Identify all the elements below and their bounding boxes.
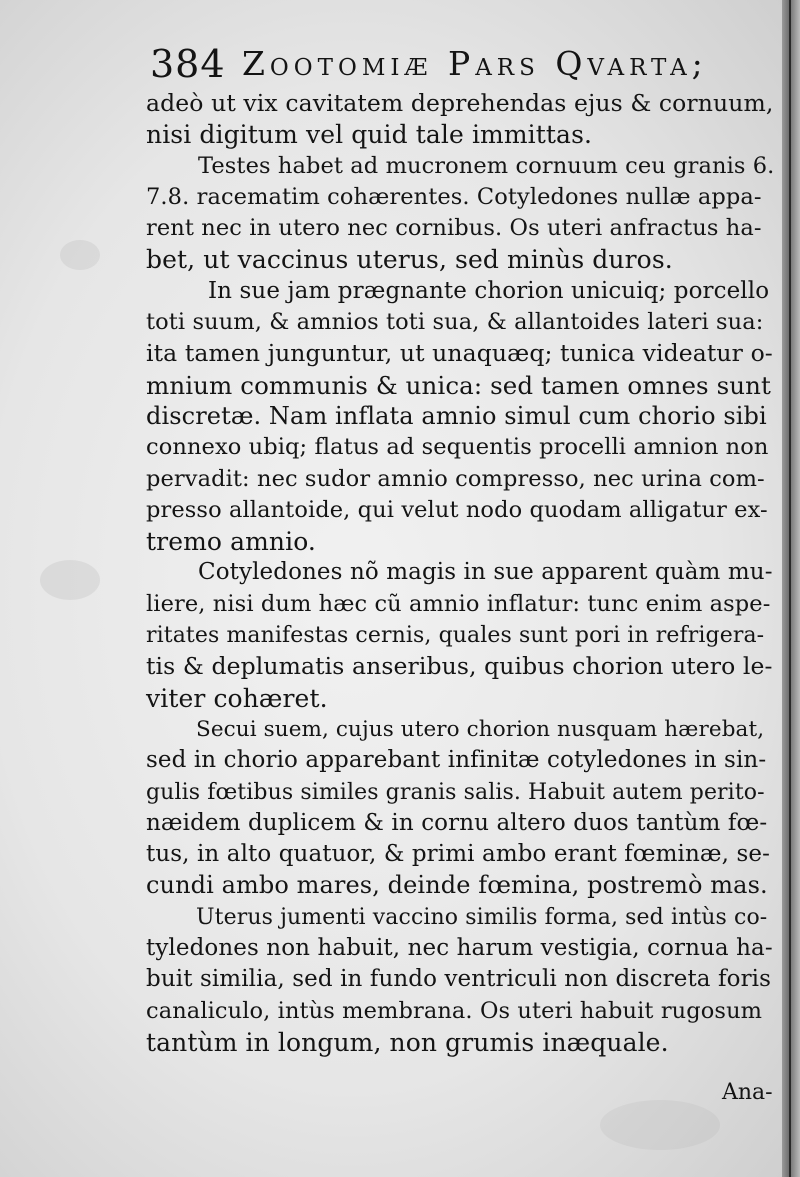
text-line: ritates manifestas cernis, quales sunt pori in refrigera- bbox=[146, 623, 765, 649]
text-line: discretæ. Nam inflata amnio simul cum chorio sibi bbox=[146, 401, 767, 430]
paragraph-start-line: Uterus jumenti vaccino similis forma, sed intùs co- bbox=[196, 904, 768, 930]
paper-stain bbox=[40, 560, 100, 600]
body-text bbox=[146, 88, 774, 1058]
text-line: liere, nisi dum hæc cũ amnio inflatur: tunc enim aspe- bbox=[146, 590, 771, 617]
text-line: nisi digitum vel quid tale immittas. bbox=[146, 120, 593, 150]
text-line: rent nec in utero nec cornibus. Os uteri anfractus ha- bbox=[146, 215, 762, 242]
paragraph-start-line: Cotyledones nõ magis in sue apparent quàm mu- bbox=[198, 559, 773, 586]
text-line: 7.8. racematim cohærentes. Cotyledones nullæ appa- bbox=[146, 183, 762, 210]
paragraph-start-line: In sue jam prægnante chorion unicuiq; porcello bbox=[208, 277, 770, 304]
text-line: viter cohæret. bbox=[146, 683, 328, 713]
paper-stain bbox=[600, 1100, 720, 1150]
text-line: sed in chorio apparebant infinitæ cotyledones in sin- bbox=[146, 747, 767, 774]
text-line: næidem duplicem & in cornu altero duos tantùm fœ- bbox=[146, 809, 768, 836]
text-line: tus, in alto quatuor, & primi ambo erant fœminæ, se- bbox=[146, 841, 770, 868]
paper-stain bbox=[60, 240, 100, 270]
text-line: tyledones non habuit, nec harum vestigia, cornua ha- bbox=[146, 935, 773, 962]
paragraph-start-line: Secui suem, cujus utero chorion nusquam hærebat, bbox=[196, 716, 765, 742]
running-head: Zootomiæ Pars Qvarta; bbox=[242, 44, 708, 83]
text-line: ita tamen junguntur, ut unaquæq; tunica videatur o- bbox=[146, 339, 773, 368]
text-line: adeò ut vix cavitatem deprehendas ejus & cornuum, bbox=[146, 89, 774, 117]
text-line: cundi ambo mares, deinde fœmina, postremò mas. bbox=[146, 871, 768, 900]
text-line: tis & deplumatis anseribus, quibus chorion utero le- bbox=[146, 652, 773, 681]
page-header bbox=[150, 42, 770, 90]
text-line: buit similia, sed in fundo ventriculi non discreta foris bbox=[146, 966, 772, 993]
text-line: presso allantoide, qui velut nodo quodam alligatur ex- bbox=[146, 496, 768, 523]
text-line: tantùm in longum, non grumis inæquale. bbox=[146, 1027, 669, 1057]
text-line: toti suum, & amnios toti sua, & allantoides lateri sua: bbox=[146, 309, 764, 336]
catchword: Ana- bbox=[722, 1080, 773, 1105]
paragraph-start-line: Testes habet ad mucronem cornuum ceu granis 6. bbox=[198, 152, 775, 179]
text-line: pervadit: nec sudor amnio compresso, nec urina com- bbox=[146, 465, 765, 492]
page-number: 384 bbox=[150, 42, 226, 86]
text-line: bet, ut vaccinus uterus, sed minùs duros. bbox=[146, 245, 673, 275]
gutter-edge bbox=[789, 0, 791, 1177]
text-line: connexo ubiq; flatus ad sequentis procelli amnion non bbox=[146, 434, 769, 461]
text-line: mnium communis & unica: sed tamen omnes sunt bbox=[146, 370, 771, 400]
book-gutter bbox=[782, 0, 800, 1177]
text-line: tremo amnio. bbox=[146, 527, 316, 557]
text-line: gulis fœtibus similes granis salis. Habuit autem perito- bbox=[146, 779, 765, 805]
text-line: canaliculo, intùs membrana. Os uteri habuit rugosum bbox=[146, 997, 763, 1024]
